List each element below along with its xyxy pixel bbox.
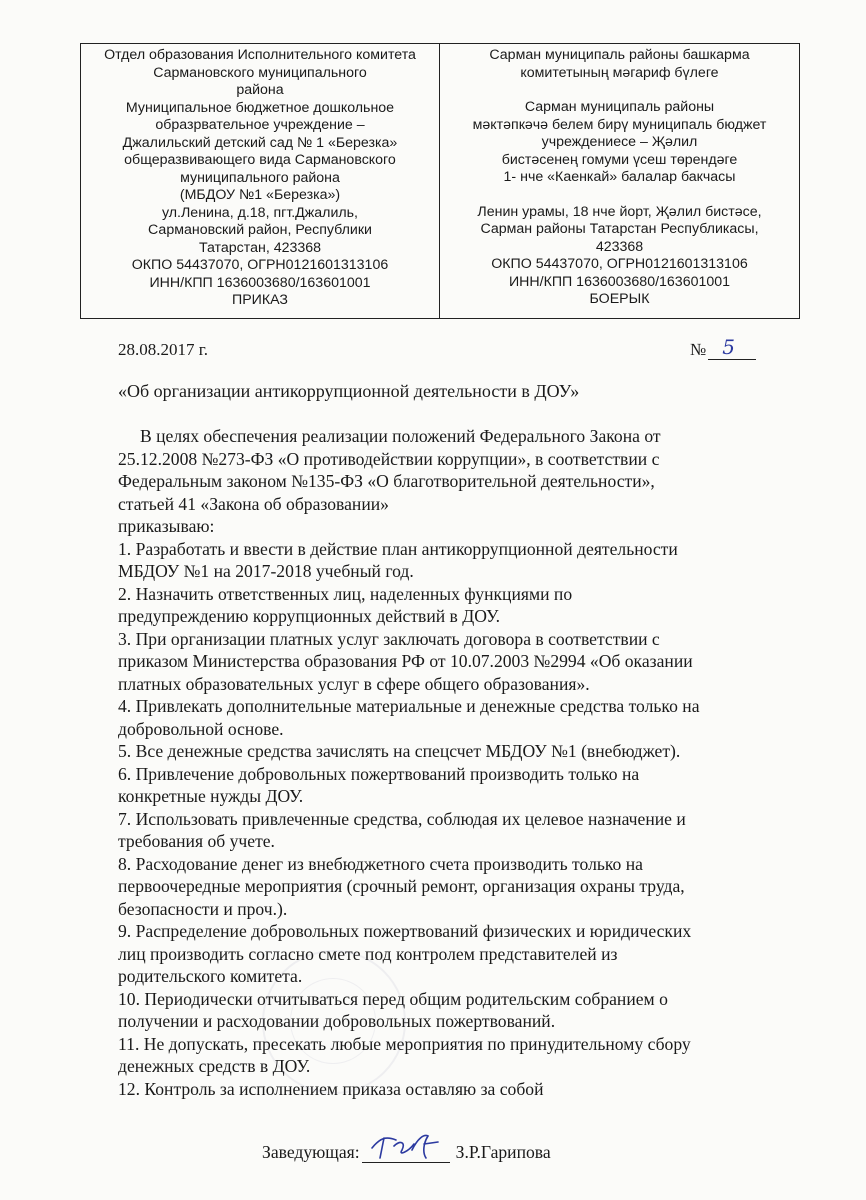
spacer — [444, 187, 795, 204]
signature-field — [362, 1142, 450, 1163]
letterhead-line: общеразвивающего вида Сармановского — [124, 152, 396, 168]
order-date: 28.08.2017 г. — [118, 340, 209, 359]
order-number — [690, 335, 756, 360]
order-item: 1. Разработать и ввести в действие план антикоррупционной деятельности МБДОУ №1 на 2017-2018 учебный год. — [118, 538, 678, 581]
order-item: 11. Не допускать, пресекать любые мероприятия по принудительному сбору денежных средств в ДОУ. — [118, 1033, 691, 1076]
directive: приказываю: — [118, 516, 215, 536]
order-item: 6. Привлечение добровольных пожертвований производить только на конкретные нужды ДОУ. — [118, 763, 640, 806]
letterhead-line: (МБДОУ №1 «Березка») — [179, 187, 341, 203]
spacer — [444, 82, 795, 99]
letterhead-line: Сарман муниципаль районы башкарма — [489, 47, 750, 63]
preamble-line: статьей 41 «Закона об образовании» — [118, 493, 389, 514]
preamble-line: В целях обеспечения реализации положений Федерального Закона от — [140, 426, 661, 446]
letterhead-table — [80, 43, 800, 319]
letterhead-line: Отдел образования Исполнительного комитета — [104, 47, 416, 63]
stamp-icon — [262, 950, 406, 1094]
handwritten-signature-icon — [366, 1128, 446, 1162]
letterhead-line: Муниципальное бюджетное дошкольное — [125, 99, 395, 116]
letterhead-line: Сармановского муниципального — [153, 64, 367, 81]
letterhead-line: ИНН/КПП 1636003680/163601001 — [149, 274, 371, 291]
preamble-line: 25.12.2008 №273-ФЗ «О противодействии коррупции», в соответствии с — [118, 448, 660, 469]
document-type-label: ПРИКАЗ — [232, 292, 288, 308]
signature-block — [262, 1142, 551, 1163]
letterhead-line: района — [236, 82, 284, 98]
signatory-name: З.Р.Гарипова — [455, 1142, 551, 1162]
stamp-inner-ring — [290, 978, 376, 1064]
letterhead-line: Сарман районы Татарстан Республикасы, — [480, 221, 759, 237]
letterhead-line: Джалильский детский сад № 1 «Березка» — [122, 134, 398, 151]
letterhead-tatar — [440, 44, 799, 318]
letterhead-line: Ленин урамы, 18 нче йорт, Җәлил бистәсе, — [477, 203, 762, 220]
letterhead-line: Сарман муниципаль районы — [524, 99, 715, 115]
letterhead-line: Татарстан, 423368 — [198, 239, 322, 256]
order-title: «Об организации антикоррупционной деятельности в ДОУ» — [118, 381, 580, 401]
order-item: 3. При организации платных услуг заключать договора в соответствии с приказом Министерства образования РФ от 10.07.2003 №2994 «Об оказании платных образовательных услуг в сфере общего образования». — [118, 628, 693, 694]
order-item: 4. Привлекать дополнительные материальные и денежные средства только на добровольной основе. — [118, 696, 700, 739]
order-body — [118, 425, 778, 1100]
order-item: 9. Распределение добровольных пожертвований физических и юридических лиц производить согласно смете под контролем представителей из родительского комитета. — [118, 921, 692, 986]
letterhead-line: 423368 — [595, 238, 644, 255]
letterhead-russian — [81, 44, 440, 318]
order-item: 10. Периодически отчитываться перед общим родительским собранием о получении и расходовании добровольных пожертвований. — [118, 988, 668, 1031]
letterhead-line: комитетының мәгариф бүлеге — [520, 64, 719, 81]
order-item: 5. Все денежные средства зачислять на спецсчет МБДОУ №1 (внебюджет). — [118, 741, 681, 761]
letterhead-line: ОКПО 54437070, ОГРН0121601313106 — [491, 256, 748, 272]
letterhead-line: ИНН/КПП 1636003680/163601001 — [508, 273, 731, 290]
letterhead-line: ОКПО 54437070, ОГРН0121601313106 — [131, 257, 389, 273]
order-item: 7. Использовать привлеченные средства, соблюдая их целевое назначение и требования об учете. — [118, 808, 686, 851]
order-items-list — [118, 538, 778, 1101]
order-item: 2. Назначить ответственных лиц, наделенных функциями по предупреждению коррупционных действий в ДОУ. — [118, 583, 573, 626]
letterhead-line: мәктәпкәчә белем бирү муниципаль бюджет — [472, 116, 767, 133]
order-item: 12. Контроль за исполнением приказа оставляю за собой — [118, 1078, 544, 1099]
preamble-line: Федеральным законом №135-ФЗ «О благотворительной деятельности», — [118, 471, 655, 491]
signatory-role: Заведующая: — [262, 1142, 360, 1162]
order-item: 8. Расходование денег из внебюджетного счета производить только на первоочередные мероприятия (срочный ремонт, организация охраны труда, безопасности и проч.). — [118, 853, 685, 919]
handwritten-number: 5 — [722, 335, 735, 359]
letterhead-line: Сармановский район, Республики — [148, 222, 372, 238]
number-field — [708, 335, 756, 360]
letterhead-line: учреждениесе – Җәлил — [541, 134, 698, 150]
letterhead-line: образрвательное учреждение – — [155, 117, 365, 133]
document-type-label: БОЕРЫК — [589, 291, 650, 307]
letterhead-line: ул.Ленина, д.18, пгт.Джалиль, — [162, 204, 358, 221]
letterhead-line: 1- нче «Каенкай» балалар бакчасы — [503, 169, 736, 185]
letterhead-line: бистәсенең гомуми үсеш төрендәге — [501, 151, 738, 168]
letterhead-line: муниципального района — [180, 169, 340, 186]
number-label: № — [690, 340, 707, 359]
